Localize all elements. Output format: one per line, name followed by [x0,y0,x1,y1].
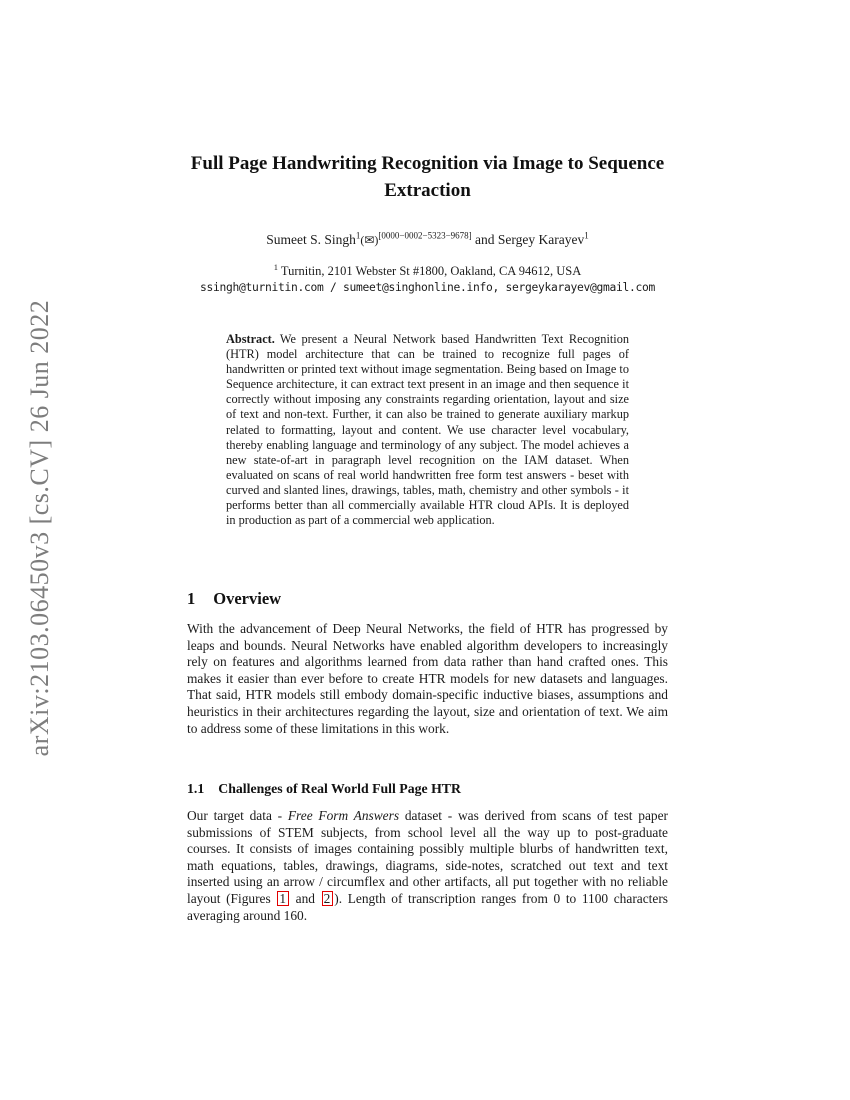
affiliation-line [107,263,748,279]
paragraph-text: and [290,890,321,906]
envelope-icon: (✉) [360,233,379,247]
author-connector: and [471,232,498,247]
figure-1-reference-link[interactable]: 1 [277,891,289,906]
author-1-orcid: [0000−0002−5323−9678] [378,230,472,241]
paper-title: Full Page Handwriting Recognition via Image to Sequence Extraction [190,153,665,201]
affiliation-text: Turnitin, 2101 Webster St #1800, Oakland, CA 94612, USA [277,264,582,278]
section-1-title: Overview [213,589,282,608]
author-1-affiliation-mark: 1 [355,230,361,241]
section-1-paragraph: With the advancement of Deep Neural Networks, the field of HTR has progressed by leaps and bounds. Neural Networks have enabled algorithm developers to increasingly rely on features and algorithms learned from data rather than hand crafted ones. This makes it easier than ever before to create HTR models for new datasets and languages. That said, HTR models still embody domain-specific inductive biases, assumptions and heuristics in their architectures regarding the layout, size and orientation of text. We aim to address some of these limitations in this work. [187,621,668,736]
section-1-number: 1 [187,589,196,608]
section-1-1-paragraph [187,808,668,924]
paragraph-text: ). Length of transcription ranges from 0 to 1100 characters averaging around 160. [187,890,668,923]
abstract-label: Abstract. [226,332,275,346]
author-2-name: Sergey Karayev [497,232,585,247]
paragraph-text: Our target data - [187,808,288,823]
figure-2-reference-link[interactable]: 2 [322,891,334,906]
paragraph-text: dataset - was derived from scans of test paper submissions of STEM subjects, from school level all the way up to post-graduate courses. It consists of images containing possibly multiple blurbs of handwritten text, math equations, tables, drawings, diagrams, side-notes, scratched out text and text inserted using an arrow / circumflex and other artifacts, all put together with no reliable layout (Figures [187,808,669,906]
abstract [226,332,629,528]
section-1-1-number: 1.1 [187,781,205,796]
email-line: ssingh@turnitin.com / sumeet@singhonline.info, sergeykarayev@gmail.com [199,281,656,294]
author-line [107,231,748,249]
dataset-name: Free Form Answers [287,808,400,823]
affiliation-marker: 1 [273,261,278,272]
abstract-text: We present a Neural Network based Handwritten Text Recognition (HTR) model architecture that can be trained to recognize full pages of handwritten or printed text without image segmentation. Being based on Image to Sequence architecture, it can extract text present in an image and then sequence it correctly without imposing any constraints regarding orientation, layout and size of text and non-text. Further, it can also be trained to generate auxiliary markup related to formatting, layout and content. We use character level vocabulary, thereby enabling language and terminology of any subject. The model achieves a new state-of-art in paragraph level recognition on the IAM dataset. When evaluated on scans of real world handwritten free form test answers - beset with curved and slanted lines, drawings, tables, math, chemistry and other symbols - it performs better than all commercially available HTR cloud APIs. It is deployed in production as part of a commercial web application. [226,332,629,528]
section-1-heading [187,589,668,609]
arxiv-stamp: arXiv:2103.06450v3 [cs.CV] 26 Jun 2022 [25,299,54,757]
author-2-affiliation-mark: 1 [584,230,589,241]
section-1-1-title: Challenges of Real World Full Page HTR [218,781,461,796]
author-1-name: Sumeet S. Singh [266,232,356,247]
section-1-1-heading [187,781,668,797]
